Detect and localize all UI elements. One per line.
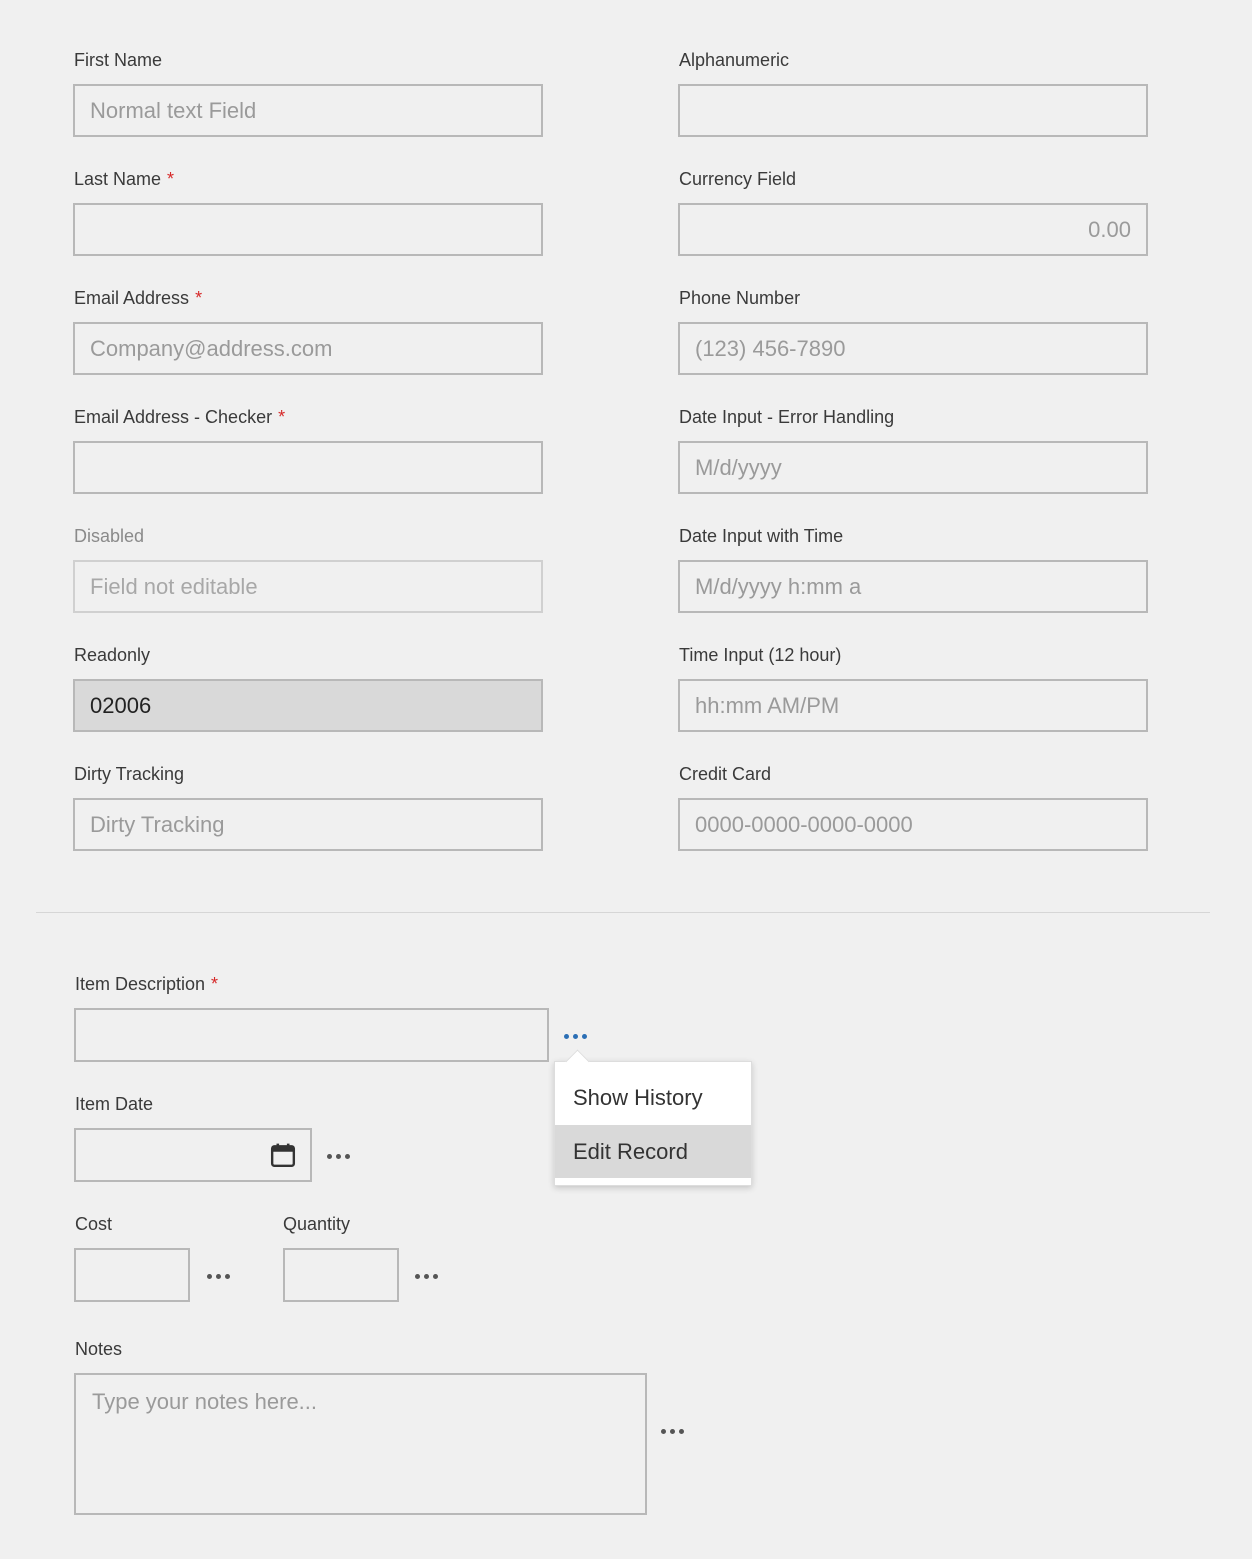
item-date-more-icon[interactable] [327,1154,350,1159]
required-marker: * [278,407,286,427]
notes-more-icon[interactable] [661,1429,684,1434]
date-error-input[interactable] [678,441,1148,494]
email-checker-input[interactable] [73,441,543,494]
quantity-label: Quantity [283,1214,351,1234]
dirty-tracking-label: Dirty Tracking [74,764,185,784]
email-address-input[interactable] [73,322,543,375]
last-name-input[interactable] [73,203,543,256]
required-marker: * [167,169,175,189]
disabled-label: Disabled [74,526,145,546]
currency-label: Currency Field [679,169,797,189]
readonly-label: Readonly [74,645,151,665]
menu-item-edit-record[interactable]: Edit Record [555,1125,751,1178]
cost-input[interactable] [74,1248,190,1302]
email-checker-label: Email Address - Checker * [74,407,286,427]
dirty-tracking-input[interactable] [73,798,543,851]
required-marker: * [195,288,203,308]
menu-item-show-history[interactable]: Show History [573,1085,703,1110]
time-input[interactable] [678,679,1148,732]
time-input-label: Time Input (12 hour) [679,645,842,665]
disabled-input [73,560,543,613]
item-description-more-icon[interactable] [564,1034,587,1039]
last-name-label: Last Name * [74,169,175,189]
email-address-label: Email Address * [74,288,203,308]
date-time-label: Date Input with Time [679,526,844,546]
notes-textarea[interactable] [74,1373,647,1515]
credit-card-label: Credit Card [679,764,772,784]
first-name-input[interactable] [73,84,543,137]
cost-more-icon[interactable] [207,1274,230,1279]
date-time-input[interactable] [678,560,1148,613]
phone-number-label: Phone Number [679,288,801,308]
readonly-input [73,679,543,732]
context-menu [554,1061,752,1186]
cost-label: Cost [75,1214,113,1234]
first-name-label: First Name [74,50,163,70]
section-divider [36,912,1210,913]
calendar-icon[interactable] [270,1142,296,1168]
notes-label: Notes [75,1339,123,1359]
credit-card-input[interactable] [678,798,1148,851]
context-menu-arrow [565,1049,589,1073]
required-marker: * [211,974,219,994]
alphanumeric-input[interactable] [678,84,1148,137]
phone-number-input[interactable] [678,322,1148,375]
alphanumeric-label: Alphanumeric [679,50,790,70]
quantity-input[interactable] [283,1248,399,1302]
quantity-more-icon[interactable] [415,1274,438,1279]
item-description-label: Item Description * [75,974,219,994]
date-error-label: Date Input - Error Handling [679,407,895,427]
item-description-input[interactable] [74,1008,549,1062]
item-date-label: Item Date [75,1094,154,1114]
currency-input[interactable] [678,203,1148,256]
